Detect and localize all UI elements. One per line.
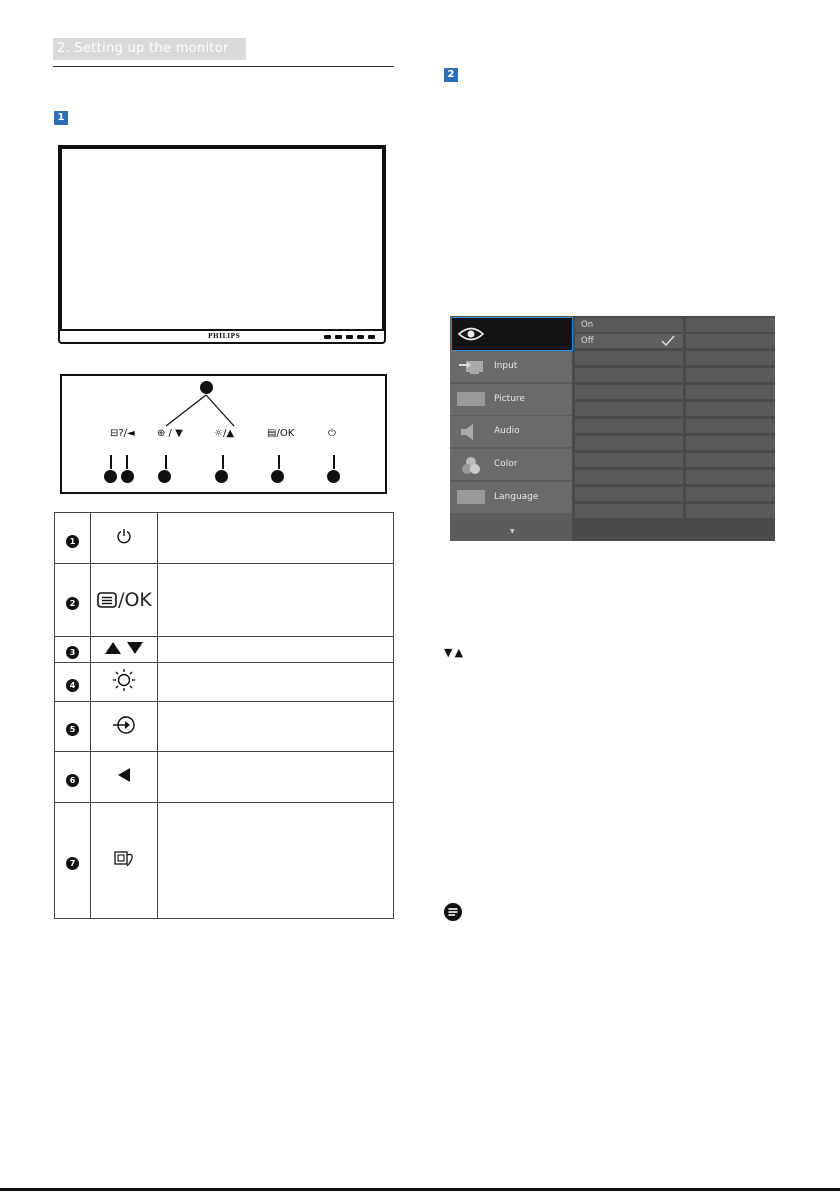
monitor-brand: PHILIPS [208, 333, 241, 340]
callout-dot [327, 470, 340, 483]
table-row [55, 702, 394, 752]
osd-right-row [686, 385, 775, 399]
osd-sub-row [575, 419, 683, 433]
eye-icon [457, 325, 485, 343]
callout-dot [271, 470, 284, 483]
monitor-button [368, 335, 375, 339]
osd-right-row [686, 334, 775, 348]
description-cell [158, 702, 394, 752]
osd-sub-row [575, 368, 683, 382]
osd-item-label: Audio [494, 426, 520, 436]
footer-rule [0, 1188, 840, 1191]
callout-dot [158, 470, 171, 483]
monitor-button [357, 335, 364, 339]
osd-right-row [686, 453, 775, 467]
input-icon [91, 702, 158, 752]
power-icon [91, 513, 158, 564]
description-cell [158, 637, 394, 663]
callout-lines [160, 392, 240, 428]
osd-right-row [686, 436, 775, 450]
table-row [55, 564, 394, 637]
osd-sub-on[interactable]: On [575, 318, 683, 332]
key-label-smartimage: ⊟?/◄ [110, 428, 135, 439]
brightness-icon [91, 663, 158, 702]
row-number: 7 [66, 857, 79, 870]
osd-right-row [686, 351, 775, 365]
osd-sub-row [575, 470, 683, 484]
inline-arrows: ▼ ▲ [444, 646, 464, 659]
osd-right-row [686, 419, 775, 433]
osd-item-label: Input [494, 361, 518, 371]
speaker-icon [457, 424, 485, 438]
key-label-input: ⊕ / ▼ [157, 428, 183, 439]
key-tick [222, 455, 224, 469]
description-cell [158, 564, 394, 637]
osd-sub-row [575, 402, 683, 416]
osd-item-label: Picture [494, 394, 525, 404]
osd-sub-off[interactable] [575, 334, 683, 348]
key-label-power: ⏻ [328, 428, 336, 439]
table-row [55, 637, 394, 663]
callout-dot [121, 470, 134, 483]
checkmark-icon [661, 335, 675, 347]
picture-icon [457, 392, 485, 406]
osd-sub-row [575, 504, 683, 518]
key-tick [126, 455, 128, 469]
row-number: 5 [66, 723, 79, 736]
description-cell [158, 663, 394, 702]
monitor-button [335, 335, 342, 339]
language-icon [457, 490, 485, 504]
color-icon [457, 457, 485, 471]
key-tick [278, 455, 280, 469]
row-number: 2 [66, 597, 79, 610]
menu-ok-icon [91, 564, 158, 637]
description-cell [158, 513, 394, 564]
key-label-brightness: ☼/▲ [214, 428, 235, 439]
table-row [55, 752, 394, 803]
input-icon [457, 359, 485, 373]
up-down-arrows-icon [91, 637, 158, 663]
monitor-button [324, 335, 331, 339]
osd-item-input[interactable] [450, 351, 572, 382]
osd-item-picture[interactable] [450, 384, 572, 415]
osd-right-row [686, 318, 775, 332]
osd-right-row [686, 504, 775, 518]
key-label-menu: ▤/OK [267, 428, 295, 439]
step-badge-2: 2 [444, 68, 458, 82]
row-number: 6 [66, 774, 79, 787]
callout-dot [104, 470, 117, 483]
table-row [55, 803, 394, 919]
osd-right-row [686, 487, 775, 501]
scroll-down-icon[interactable]: ▼ [510, 528, 515, 535]
osd-sub-off-label: Off [581, 336, 594, 346]
smartimage-icon [91, 803, 158, 919]
note-icon [443, 902, 463, 926]
osd-item-label: Color [494, 459, 518, 469]
key-tick [165, 455, 167, 469]
osd-right-row [686, 368, 775, 382]
description-cell [158, 803, 394, 919]
key-tick [333, 455, 335, 469]
row-number: 4 [66, 679, 79, 692]
callout-dot [215, 470, 228, 483]
osd-sub-row [575, 436, 683, 450]
header-rule [53, 66, 394, 67]
osd-sub-row [575, 487, 683, 501]
description-cell [158, 752, 394, 803]
row-number: 3 [66, 646, 79, 659]
controls-table [54, 512, 394, 919]
osd-item-color[interactable] [450, 449, 572, 480]
ok-label: /OK [118, 589, 152, 611]
osd-item-label: Language [494, 492, 539, 502]
osd-right-row [686, 402, 775, 416]
osd-sub-row [575, 385, 683, 399]
osd-sub-row [575, 453, 683, 467]
row-number: 1 [66, 535, 79, 548]
osd-sub-row [575, 351, 683, 365]
left-arrow-icon [91, 752, 158, 803]
table-row [55, 663, 394, 702]
table-row [55, 513, 394, 564]
osd-item-language[interactable] [450, 482, 572, 513]
monitor-screen [58, 145, 386, 333]
monitor-button [346, 335, 353, 339]
osd-right-row [686, 470, 775, 484]
osd-item-audio[interactable] [450, 416, 572, 447]
key-tick [110, 455, 112, 469]
step-badge-1: 1 [54, 111, 68, 125]
osd-selected-item[interactable] [451, 317, 573, 351]
section-title: 2. Setting up the monitor [53, 38, 246, 60]
